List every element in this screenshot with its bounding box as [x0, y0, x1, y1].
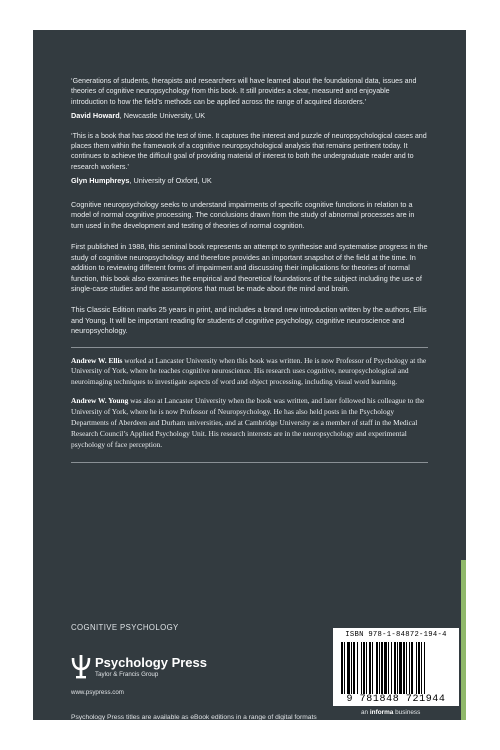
barcode — [333, 628, 459, 706]
barcode-bar — [409, 642, 410, 694]
barcode-bar — [357, 642, 358, 694]
author-bio-text: was also at Lancaster University when the book was written, and later followed his colleague to the University of York, where he is now Professor of Neuropsychology. He has also held posts in the Psychology Departments of Aberdeen and Durham universities, and at Cambridge University as a member of staff in the Medical Research Council’s Applied Psychology Unit. His research interests are in the neuropsychology and experimental psychology of face perception. — [71, 396, 425, 449]
back-cover — [33, 30, 466, 720]
blurb-paragraph: First published in 1988, this seminal book represents an attempt to synthesise and systematise progress in the study of cognitive neuropsychology and therefore provides an important snapshot of the field at the time. In addition to reviewing different forms of impairment and discussing their implications for theories of normal function, this book also examines the empirical and theoretical foundations of the subject including the use of single-case studies and the assumptions that must be made about the mind and brain. — [71, 242, 428, 293]
barcode-bar — [421, 642, 422, 694]
divider — [71, 347, 428, 348]
barcode-bar — [376, 642, 378, 694]
barcode-bar — [366, 642, 367, 694]
review-quote: ‘This is a book that has stood the test of time. It captures the interest and puzzle of neuropsychological cases and places them within the framework of a cognitive neuropsychological analysis that remains pertinent today. It continues to achieve the difficult goal of providing material of interest to both the undergraduate reader and to research workers.’ — [71, 131, 427, 171]
isbn-label: ISBN 978-1-84872-194-4 — [345, 631, 447, 639]
review-attribution — [71, 176, 428, 186]
author-bio-text: worked at Lancaster University when this book was written. He is now Professor of Psychology at the University of York, where he teaches cognitive neuroscience. His research uses cognitive, neuropsychological and neuroimaging techniques to investigate aspects of word and object processing, including visual word learning. — [71, 355, 427, 387]
author-name: Andrew W. Young — [71, 396, 129, 406]
barcode-bar — [397, 642, 398, 694]
reviewer-affiliation: , University of Oxford, UK — [129, 176, 212, 186]
accent-strip — [461, 560, 466, 720]
barcode-bar — [344, 642, 345, 694]
informa-prefix: an — [361, 709, 370, 716]
reviewer-affiliation: , Newcastle University, UK — [119, 110, 206, 120]
barcode-bar — [369, 642, 371, 694]
ebook-note: Psychology Press titles are available as eBook editions in a range of digital formats — [71, 714, 317, 720]
publisher-group: Taylor & Francis Group — [95, 671, 159, 678]
barcode-bar — [391, 642, 392, 694]
author-bio — [71, 356, 428, 389]
barcode-number: 9 781848 721944 — [346, 694, 446, 705]
barcode-bar — [353, 642, 355, 694]
divider — [71, 462, 428, 463]
barcode-bar — [372, 642, 373, 694]
barcode-bar — [418, 642, 420, 694]
subject-category: COGNITIVE PSYCHOLOGY — [71, 623, 179, 632]
barcode-bars — [341, 642, 451, 694]
barcode-bar — [406, 642, 407, 694]
barcode-bar — [388, 642, 389, 694]
barcode-bar — [424, 642, 425, 694]
informa-brand: informa — [369, 709, 394, 716]
barcode-bar — [403, 642, 405, 694]
publisher-website: www.psypress.com — [71, 689, 124, 696]
author-name: Andrew W. Ellis — [71, 355, 123, 365]
reviewer-name: David Howard — [71, 110, 120, 120]
barcode-bar — [363, 642, 365, 694]
barcode-bar — [411, 642, 413, 694]
blurb-paragraph: Cognitive neuropsychology seeks to understand impairments of specific cognitive functions in relation to a model of normal cognitive processing. The conclusions drawn from the study of abnormal processes are in turn used in the development and testing of theories of normal cognition. — [71, 200, 415, 230]
blurb-paragraph: This Classic Edition marks 25 years in print, and includes a brand new introduction written by the authors, Ellis and Young. It will be important reading for students of cognitive psychology, cognitive neuroscience and neuropsychology. — [71, 305, 427, 336]
informa-suffix: business — [393, 709, 421, 716]
barcode-bar — [379, 642, 380, 694]
barcode-bar — [384, 642, 387, 694]
barcode-bar — [394, 642, 396, 694]
barcode-bar — [351, 642, 352, 694]
review-attribution — [71, 111, 428, 121]
psi-logo-icon — [71, 654, 91, 680]
reviewer-name: Glyn Humphreys — [71, 176, 130, 186]
barcode-bar — [341, 642, 343, 694]
barcode-bar — [399, 642, 402, 694]
barcode-bar — [381, 642, 383, 694]
barcode-bar — [416, 642, 417, 694]
author-bio — [71, 396, 428, 451]
barcode-bar — [361, 642, 362, 694]
informa-business — [361, 709, 420, 716]
barcode-bar — [347, 642, 350, 694]
publisher-name: Psychology Press — [95, 655, 207, 670]
cover-content — [71, 76, 428, 463]
review-quote: ‘Generations of students, therapists and researchers will have learned about the foundational data, issues and theories of cognitive neuropsychology from this book. It still provides a clear, measured and enjoyable introduction to how the field’s methods can be applied across the range of acquired disorders.’ — [71, 77, 417, 106]
